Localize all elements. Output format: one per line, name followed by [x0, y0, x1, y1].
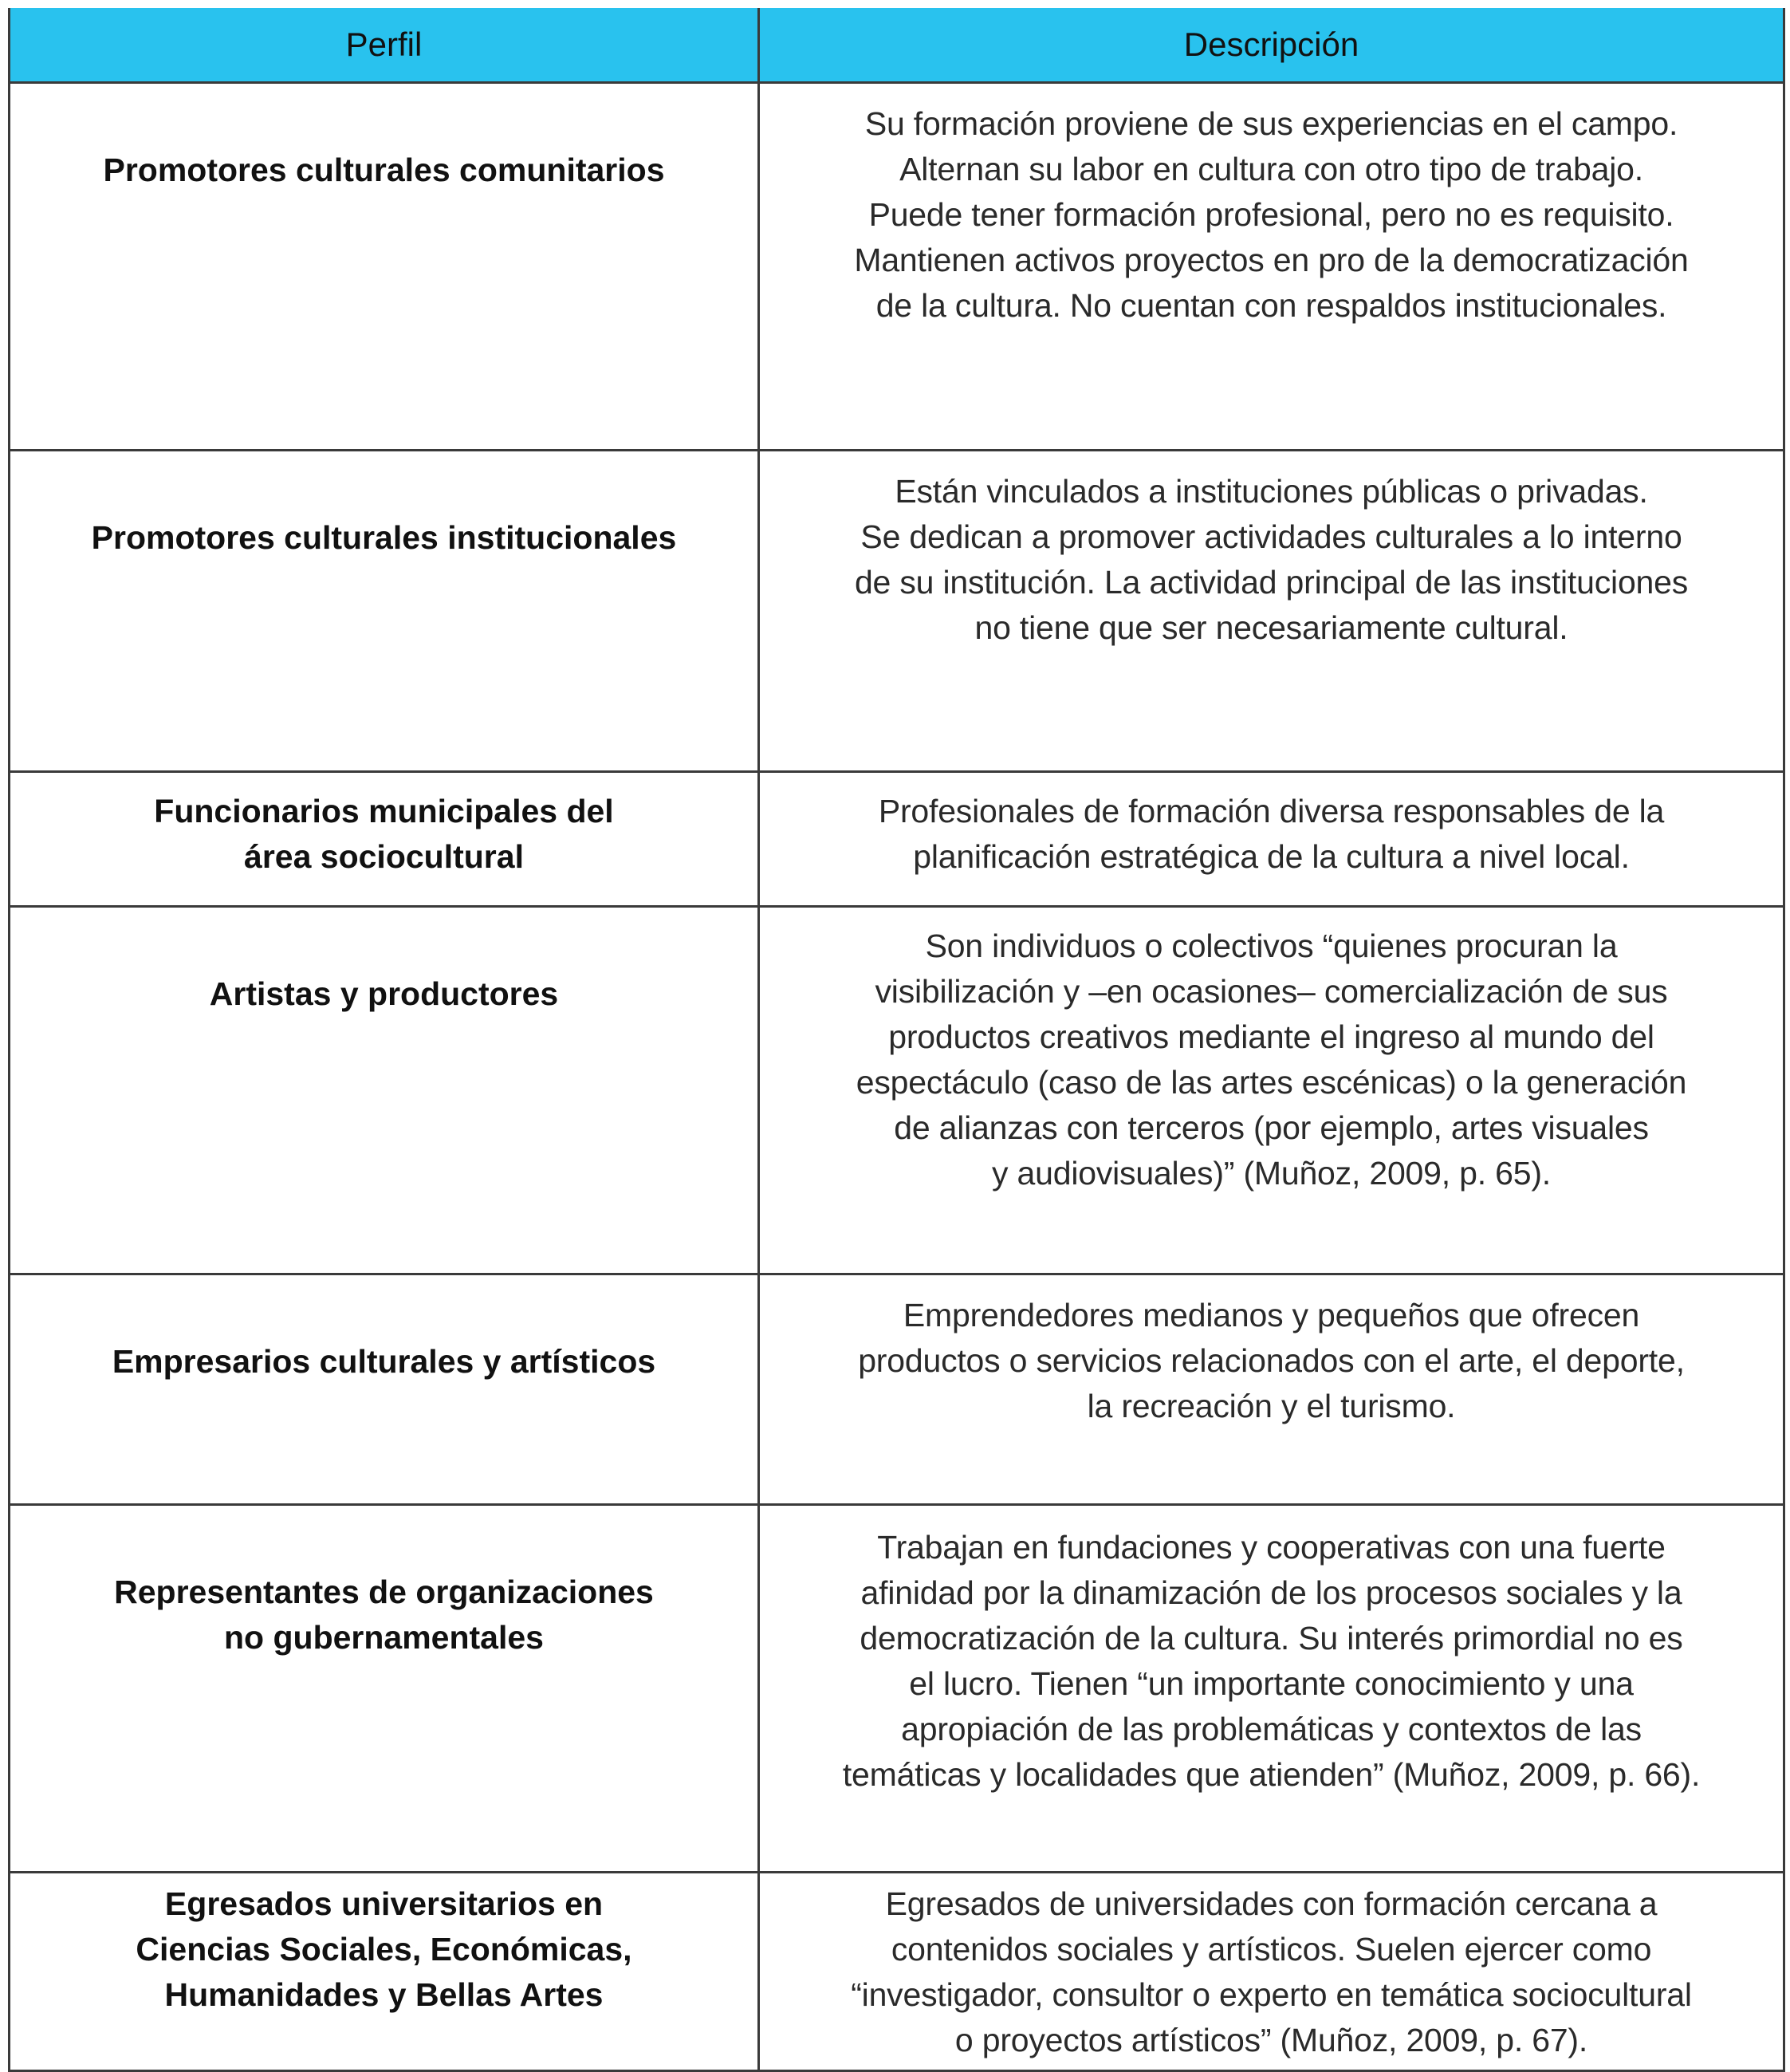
perfil-cell — [10, 1505, 759, 1873]
descripcion-line: Su formación proviene de sus experiencias en el campo. — [864, 105, 1678, 142]
descripcion-line: temáticas y localidades que atienden” (Muñoz, 2009, p. 66). — [842, 1756, 1701, 1793]
descripcion-line: no tiene que ser necesariamente cultural. — [974, 609, 1568, 646]
descripcion-line: Se dedican a promover actividades culturales a lo interno — [860, 518, 1682, 555]
perfil-cell — [10, 1873, 759, 2071]
descripcion-line: apropiación de las problemáticas y contextos de las — [901, 1711, 1642, 1747]
descripcion-line: “investigador, consultor o experto en temática sociocultural — [851, 1976, 1692, 2013]
descripcion-cell — [759, 772, 1784, 907]
table-body — [10, 83, 1784, 2071]
descripcion-line: de alianzas con terceros (por ejemplo, artes visuales — [894, 1109, 1649, 1146]
table-row — [10, 1274, 1784, 1505]
descripcion-line: el lucro. Tienen “un importante conocimiento y una — [909, 1665, 1634, 1702]
perfil-cell — [10, 83, 759, 451]
descripcion-line: planificación estratégica de la cultura a nivel local. — [913, 838, 1630, 875]
descripcion-line: y audiovisuales)” (Muñoz, 2009, p. 65). — [992, 1155, 1551, 1192]
perfil-line: no gubernamentales — [224, 1619, 544, 1656]
perfil-line: Funcionarios municipales del — [154, 793, 614, 829]
descripcion-line: de su institución. La actividad principal de las instituciones — [854, 564, 1689, 601]
table-row — [10, 1505, 1784, 1873]
descripcion-line: contenidos sociales y artísticos. Suelen ejercer como — [891, 1931, 1652, 1968]
table-row — [10, 1873, 1784, 2071]
descripcion-line: Mantienen activos proyectos en pro de la democratización — [854, 242, 1689, 278]
descripcion-line: afinidad por la dinamización de los procesos sociales y la — [860, 1574, 1682, 1611]
header-row — [10, 8, 1784, 83]
perfil-cell — [10, 1274, 759, 1505]
descripcion-line: espectáculo (caso de las artes escénicas) o la generación — [856, 1064, 1687, 1101]
table-row — [10, 451, 1784, 772]
descripcion-cell — [759, 907, 1784, 1274]
perfil-cell — [10, 772, 759, 907]
descripcion-cell — [759, 1274, 1784, 1505]
perfil-line: Promotores culturales institucionales — [91, 519, 677, 556]
table-header — [10, 8, 1784, 83]
descripcion-line: Son individuos o colectivos “quienes procuran la — [925, 928, 1618, 964]
descripcion-line: productos creativos mediante el ingreso al mundo del — [888, 1018, 1654, 1055]
descripcion-line: democratización de la cultura. Su interés primordial no es — [860, 1620, 1683, 1656]
perfil-line: Empresarios culturales y artísticos — [112, 1343, 656, 1380]
perfil-line: Humanidades y Bellas Artes — [164, 1976, 604, 2013]
perfil-cell — [10, 451, 759, 772]
table-row — [10, 83, 1784, 451]
descripcion-line: o proyectos artísticos” (Muñoz, 2009, p. 67). — [954, 2022, 1588, 2058]
descripcion-cell — [759, 1873, 1784, 2071]
descripcion-line: Egresados de universidades con formación cercana a — [885, 1885, 1658, 1922]
header-descripcion: Descripción — [759, 8, 1784, 83]
perfil-cell — [10, 907, 759, 1274]
descripcion-line: visibilización y –en ocasiones– comercialización de sus — [875, 973, 1668, 1010]
descripcion-line: la recreación y el turismo. — [1087, 1388, 1456, 1424]
descripcion-line: productos o servicios relacionados con el arte, el deporte, — [858, 1342, 1685, 1379]
perfil-line: Representantes de organizaciones — [114, 1574, 654, 1610]
header-perfil: Perfil — [10, 8, 759, 83]
descripcion-line: de la cultura. No cuentan con respaldos institucionales. — [875, 287, 1667, 324]
descripcion-line: Están vinculados a instituciones públicas o privadas. — [895, 473, 1648, 510]
descripcion-cell — [759, 1505, 1784, 1873]
perfil-line: Artistas y productores — [209, 975, 559, 1012]
perfil-line: Egresados universitarios en — [164, 1885, 604, 1922]
perfil-line: Ciencias Sociales, Económicas, — [136, 1931, 632, 1968]
descripcion-line: Emprendedores medianos y pequeños que ofrecen — [903, 1297, 1640, 1333]
descripcion-line: Alternan su labor en cultura con otro tipo de trabajo. — [899, 151, 1643, 187]
descripcion-cell — [759, 83, 1784, 451]
descripcion-cell — [759, 451, 1784, 772]
perfil-line: Promotores culturales comunitarios — [103, 152, 665, 188]
perfil-line: área sociocultural — [244, 838, 524, 875]
descripcion-line: Trabajan en fundaciones y cooperativas con una fuerte — [877, 1529, 1666, 1566]
profiles-table-container — [8, 8, 1783, 2072]
descripcion-line: Puede tener formación profesional, pero no es requisito. — [868, 196, 1674, 233]
table-row — [10, 907, 1784, 1274]
profiles-table — [8, 8, 1785, 2072]
descripcion-line: Profesionales de formación diversa responsables de la — [878, 793, 1665, 829]
table-row — [10, 772, 1784, 907]
